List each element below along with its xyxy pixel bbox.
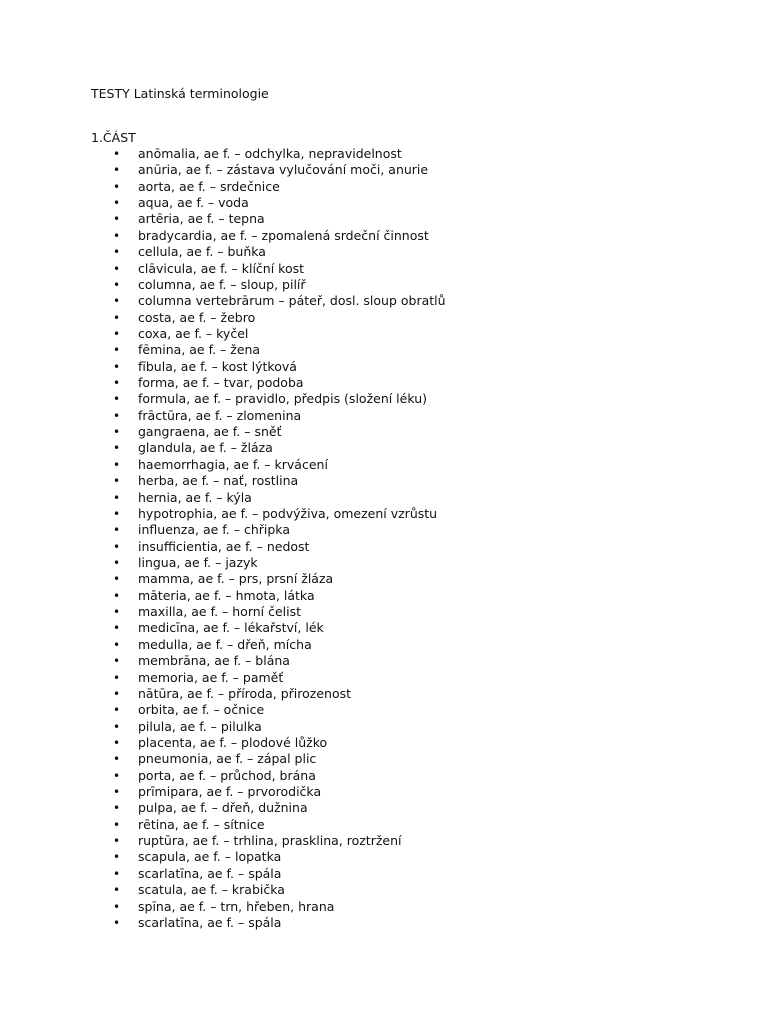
term-entry: anūria, ae f. – zástava vylučování moči, anurie	[138, 162, 429, 178]
term-entry: insufficientia, ae f. – nedost	[138, 538, 310, 554]
bullet-icon: •	[113, 834, 121, 849]
term-entry: rētina, ae f. – sítnice	[138, 816, 265, 832]
bullet-icon: •	[113, 768, 121, 783]
bullet-icon: •	[113, 506, 121, 521]
bullet-icon: •	[113, 163, 121, 178]
term-entry: hernia, ae f. – kýla	[138, 489, 252, 505]
bullet-icon: •	[113, 752, 121, 767]
term-entry: forma, ae f. – tvar, podoba	[138, 375, 304, 391]
bullet-icon: •	[113, 621, 121, 636]
term-entry: placenta, ae f. – plodové lůžko	[138, 734, 328, 750]
bullet-icon: •	[113, 147, 121, 161]
bullet-icon: •	[113, 850, 121, 865]
bullet-icon: •	[113, 245, 121, 260]
term-entry: nātūra, ae f. – příroda, přirozenost	[138, 685, 352, 701]
term-entry: pulpa, ae f. – dřeň, dužnina	[138, 800, 308, 816]
bullet-icon: •	[113, 212, 121, 227]
term-entry: glandula, ae f. – žláza	[138, 440, 273, 456]
bullet-icon: •	[113, 261, 121, 276]
term-entry: aorta, ae f. – srdečnice	[138, 178, 280, 194]
bullet-icon: •	[113, 801, 121, 816]
bullet-icon: •	[113, 866, 121, 881]
term-entry: costa, ae f. – žebro	[138, 309, 256, 325]
document-title: TESTY Latinská terminologie	[91, 86, 269, 101]
term-entry: orbita, ae f. – očnice	[138, 702, 265, 718]
bullet-icon: •	[113, 196, 121, 211]
bullet-icon: •	[113, 572, 121, 587]
bullet-icon: •	[113, 343, 121, 358]
term-entry: spīna, ae f. – trn, hřeben, hrana	[138, 898, 335, 914]
term-entry: herba, ae f. – nať, rostlina	[138, 473, 299, 489]
bullet-icon: •	[113, 670, 121, 685]
bullet-icon: •	[113, 785, 121, 800]
bullet-icon: •	[113, 294, 121, 309]
term-entry: fēmina, ae f. – žena	[138, 342, 261, 358]
bullet-icon: •	[113, 326, 121, 341]
term-entry: fībula, ae f. – kost lýtková	[138, 358, 297, 374]
term-entry: cellula, ae f. – buňka	[138, 244, 266, 260]
term-entry: lingua, ae f. – jazyk	[138, 554, 258, 570]
term-entry: medulla, ae f. – dřeň, mícha	[138, 636, 312, 652]
term-entry: ruptūra, ae f. – trhlina, prasklina, roztržení	[138, 833, 402, 849]
term-entry: memoria, ae f. – paměť	[138, 669, 284, 685]
bullet-icon: •	[113, 179, 121, 194]
term-entry: gangraena, ae f. – sněť	[138, 424, 282, 440]
term-entry: anōmalia, ae f. – odchylka, nepravidelnost	[138, 146, 402, 161]
term-entry: scapula, ae f. – lopatka	[138, 849, 282, 865]
bullet-icon: •	[113, 719, 121, 734]
bullet-icon: •	[113, 555, 121, 570]
bullet-icon: •	[113, 392, 121, 407]
term-entry: scarlatīna, ae f. – spála	[138, 914, 282, 930]
bullet-icon: •	[113, 817, 121, 832]
bullet-icon: •	[113, 490, 121, 505]
bullet-icon: •	[113, 703, 121, 718]
bullet-icon: •	[113, 637, 121, 652]
term-entry: clāvicula, ae f. – klíční kost	[138, 260, 305, 276]
bullet-icon: •	[113, 915, 121, 930]
section-heading: 1.ČÁST	[91, 130, 136, 145]
bullet-icon: •	[113, 228, 121, 243]
bullet-icon: •	[113, 523, 121, 538]
term-entry: mamma, ae f. – prs, prsní žláza	[138, 571, 334, 587]
bullet-icon: •	[113, 359, 121, 374]
term-entry: medicīna, ae f. – lékařství, lék	[138, 620, 324, 636]
bullet-icon: •	[113, 376, 121, 391]
bullet-icon: •	[113, 605, 121, 620]
term-entry: prīmipara, ae f. – prvorodička	[138, 784, 322, 800]
bullet-icon: •	[113, 899, 121, 914]
term-entry: scarlatīna, ae f. – spála	[138, 865, 282, 881]
term-entry: bradycardia, ae f. – zpomalená srdeční činnost	[138, 227, 429, 243]
bullet-icon: •	[113, 539, 121, 554]
term-entry: formula, ae f. – pravidlo, předpis (složení léku)	[138, 391, 428, 407]
term-entry: maxilla, ae f. – horní čelist	[138, 604, 302, 620]
term-entry: aqua, ae f. – voda	[138, 195, 249, 211]
term-entry: columna, ae f. – sloup, pilíř	[138, 276, 306, 292]
bullet-icon: •	[113, 310, 121, 325]
bullet-icon: •	[113, 588, 121, 603]
term-entry: columna vertebrārum – páteř, dosl. sloup obratlů	[138, 293, 446, 309]
bullet-icon: •	[113, 408, 121, 423]
bullet-icon: •	[113, 883, 121, 898]
term-entry: frāctūra, ae f. – zlomenina	[138, 407, 302, 423]
term-entry: haemorrhagia, ae f. – krvácení	[138, 456, 328, 472]
bullet-icon: •	[113, 474, 121, 489]
term-entry: porta, ae f. – průchod, brána	[138, 767, 316, 783]
bullet-icon: •	[113, 686, 121, 701]
bullet-icon: •	[113, 654, 121, 669]
bullet-icon: •	[113, 277, 121, 292]
bullet-icon: •	[113, 735, 121, 750]
term-entry: scatula, ae f. – krabička	[138, 882, 285, 898]
bullet-icon: •	[113, 457, 121, 472]
term-entry: māteria, ae f. – hmota, látka	[138, 587, 315, 603]
term-entry: artēria, ae f. – tepna	[138, 211, 265, 227]
term-entry: coxa, ae f. – kyčel	[138, 325, 249, 341]
term-entry: pneumonia, ae f. – zápal plic	[138, 751, 317, 767]
term-entry: pilula, ae f. – pilulka	[138, 718, 262, 734]
term-entry: influenza, ae f. – chřipka	[138, 522, 290, 538]
bullet-icon: •	[113, 425, 121, 440]
term-entry: hypotrophia, ae f. – podvýživa, omezení vzrůstu	[138, 505, 438, 521]
bullet-icon: •	[113, 441, 121, 456]
term-entry: membrāna, ae f. – blána	[138, 653, 290, 669]
